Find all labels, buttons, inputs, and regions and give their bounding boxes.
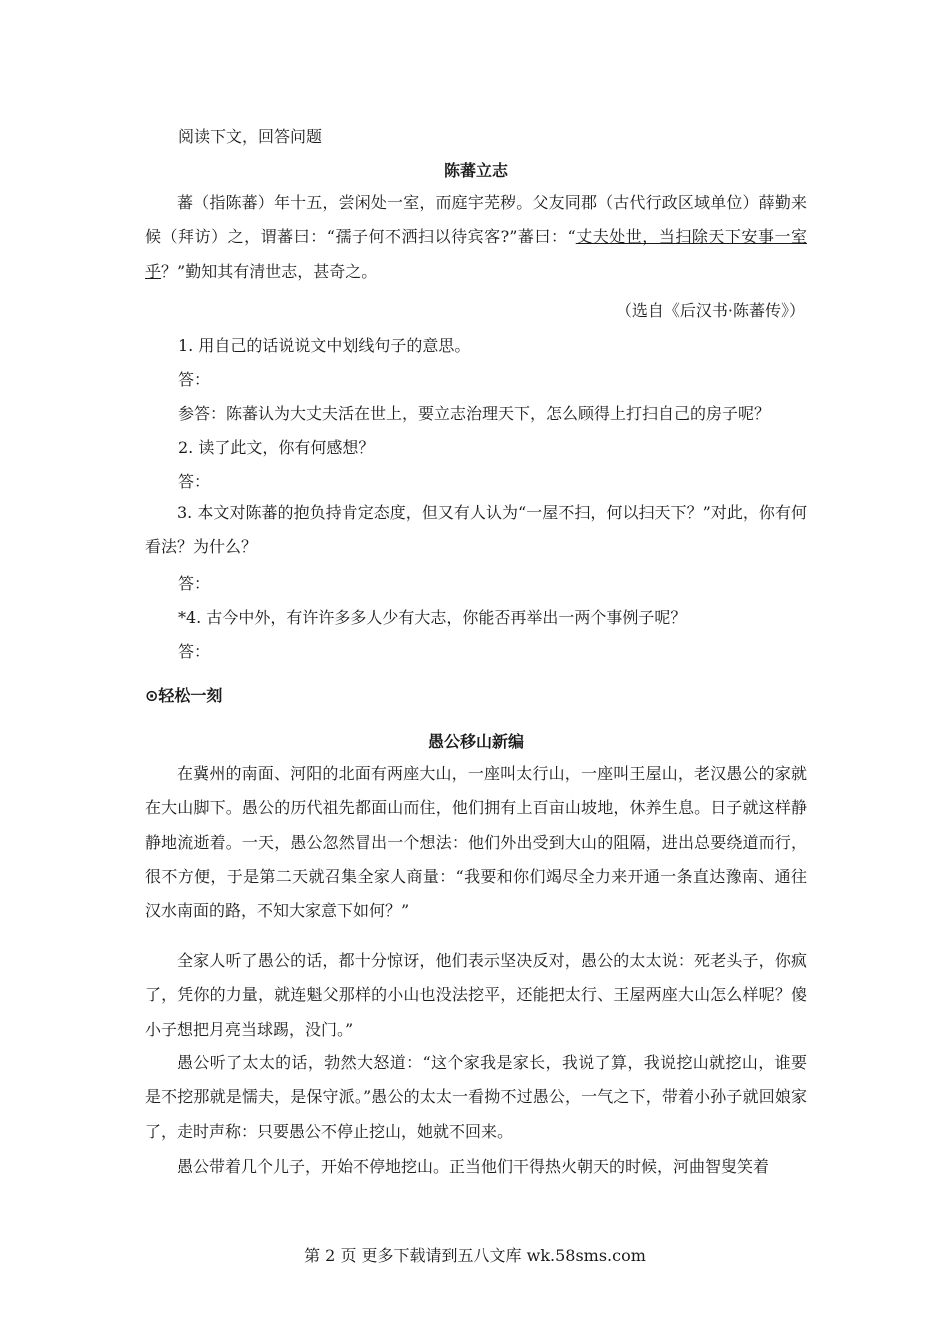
answer-1-label: 答： [178,370,211,389]
story2-title: 愚公移山新编 [427,732,524,751]
story1-para-part2: ？”勤知其有清世志，甚奇之。 [161,261,378,281]
question-4: *4. 古今中外，有许许多多人少有大志，你能否再举出一两个事例子呢？ [178,608,687,627]
story2-paragraph-4: 愚公带着几个儿子，开始不停地挖山。正当他们干得热火朝天的时候，河曲智叟笑着 [177,1157,770,1176]
story2-paragraph-1: 在冀州的南面、河阳的北面有两座大山，一座叫太行山，一座叫王屋山，老汉愚公的家就在大山脚下。愚公的历代祖先都面山而住，他们拥有上百亩山坡地，休养生息。日子就这样静静地流逝着。一天，愚公忽然冒出一个想法：他们外出受到大山的阻隔，进出总要绕道而行，很不方便，于是第二天就召集全家人商量：“我要和你们竭尽全力来开通一条直达豫南、通往汉水南面的路，不知大家意下如何？” [145,764,807,921]
story2-paragraph-3: 愚公听了太太的话，勃然大怒道：“这个家我是家长，我说了算，我说挖山就挖山，谁要是不挖那就是懦夫，是保守派。”愚公的太太一看拗不过愚公，一气之下，带着小孙子就回娘家了，走时声称：只要愚公不停止挖山，她就不回来。 [145,1053,807,1141]
reference-answer: 参答：陈蕃认为大丈夫活在世上，要立志治理天下，怎么顾得上打扫自己的房子呢？ [178,404,771,423]
intro-text: 阅读下文，回答问题 [178,127,323,146]
answer-3-label: 答： [178,574,211,593]
underlined-sentence: 丈夫处世，当扫除天下安事一室乎 [145,227,807,281]
question-1: 1. 用自己的话说说文中划线句子的意思。 [178,336,471,355]
answer-4-label: 答： [178,642,211,661]
question-3: 3. 本文对陈蕃的抱负持肯定态度，但又有人认为“一屋不扫，何以扫天下？”对此，你有何看法？为什么？ [145,503,807,557]
answer-2-label: 答： [178,472,211,491]
story1-title: 陈蕃立志 [443,161,508,180]
story1-paragraph [145,186,807,289]
story2-paragraph-2: 全家人听了愚公的话，都十分惊讶，他们表示坚决反对，愚公的太太说：死老头子，你疯了，凭你的力量，就连魁父那样的小山也没法挖平，还能把太行、王屋两座大山怎么样呢？傻小子想把月亮当球踢，没门。” [145,951,807,1039]
story1-source: （选自《后汉书·陈蕃传》） [615,301,805,320]
story1-para-part1: 蕃（指陈蕃）年十五，尝闲处一室，而庭宇芜秽。父友同郡（古代行政区域单位）薛勤来候（拜访）之，谓蕃曰：“孺子何不洒扫以待宾客?”蕃曰：“ [145,193,807,247]
page-footer: 第 2 页 更多下载请到五八文库 wk.58sms.com [304,1246,646,1265]
section-heading: ⊙轻松一刻 [145,686,223,705]
question-2: 2. 读了此文，你有何感想？ [178,438,375,457]
